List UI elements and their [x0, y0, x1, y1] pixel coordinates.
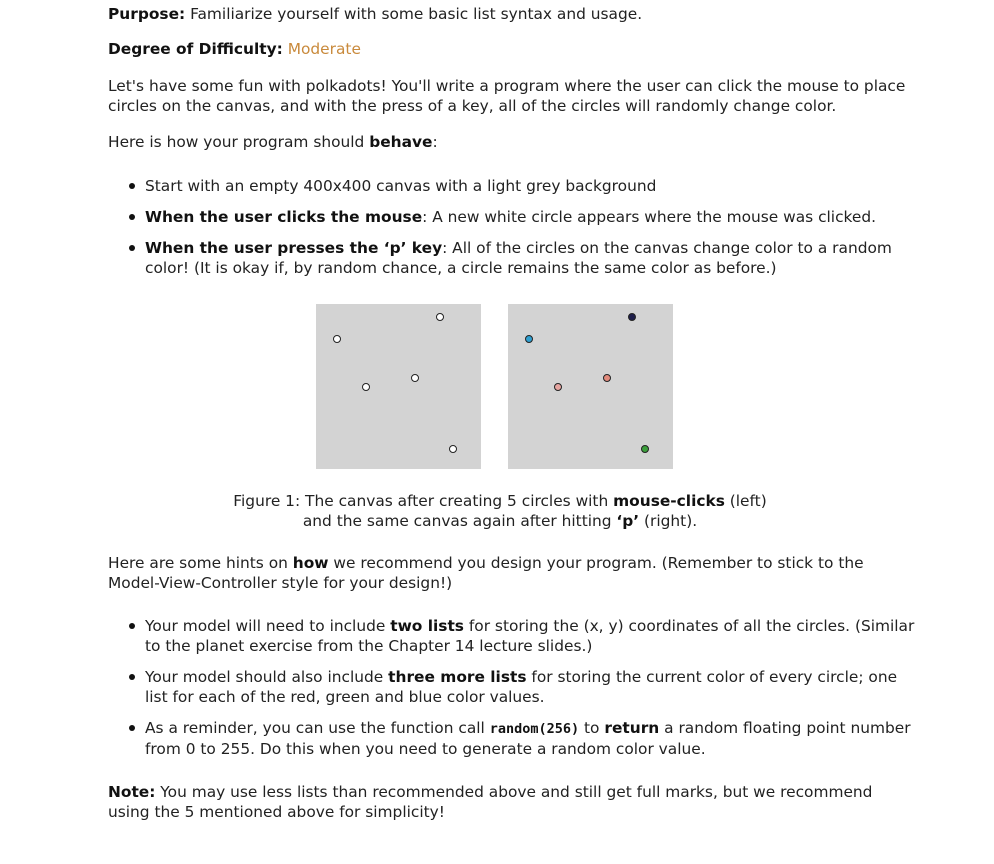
behave-heading [108, 132, 918, 152]
hint-list [145, 616, 920, 759]
hint-text: for storing the current color of every circle; one list for each of the red, green and blue color values. [145, 668, 898, 706]
behave-pre: Here is how your program should [108, 133, 370, 151]
purpose-line [108, 4, 918, 24]
list-item [145, 667, 920, 707]
polkadot-circle [628, 313, 636, 321]
note-label: Note: [108, 783, 156, 801]
difficulty-value: Moderate [287, 40, 361, 58]
caption-text: (right). [639, 512, 698, 530]
figure-caption-line1 [200, 491, 800, 511]
caption-text: and the same canvas again after hitting [302, 512, 617, 530]
left-canvas [316, 304, 481, 469]
hint-text: Your model should also include [145, 668, 389, 686]
list-item [145, 616, 920, 656]
hints-post: we recommend you design your program. (Remember to stick to the Model-View-Controller style for your design!) [108, 554, 864, 592]
polkadot-circle [554, 383, 562, 391]
hint-text: to [579, 719, 605, 737]
difficulty-line [108, 39, 918, 59]
hint-bold: two lists [390, 617, 464, 635]
caption-bold: mouse-clicks [613, 492, 725, 510]
hint-text: for storing the (x, y) coordinates of all the circles. (Similar to the planet exercise from the Chapter 14 lecture slides.) [145, 617, 915, 655]
difficulty-label: Degree of Difficulty: [108, 40, 283, 58]
behave-post: : [432, 133, 438, 151]
figure-caption-line2 [200, 511, 800, 531]
list-item [145, 207, 920, 227]
polkadot-circle [603, 374, 611, 382]
behave-bold: behave [369, 133, 433, 151]
behavior-text: : A new white circle appears where the mouse was clicked. [422, 208, 877, 226]
polkadot-circle [436, 313, 444, 321]
hint-text: As a reminder, you can use the function call [145, 719, 490, 737]
intro-paragraph: Let's have some fun with polkadots! You'll write a program where the user can click the mouse to place circles on the canvas, and with the press of a key, all of the circles will randomly change color. [108, 77, 906, 115]
purpose-label: Purpose: [108, 5, 186, 23]
hints-pre: Here are some hints on [108, 554, 293, 572]
behavior-list [145, 176, 920, 278]
note-text: You may use less lists than recommended above and still get full marks, but we recommend using the 5 mentioned above for simplicity! [108, 783, 873, 821]
list-item [145, 238, 920, 278]
behavior-text: Start with an empty 400x400 canvas with a light grey background [145, 177, 657, 195]
polkadot-circle [362, 383, 370, 391]
caption-text: Figure 1: The canvas after creating 5 circles with [233, 492, 614, 510]
caption-text: (left) [724, 492, 767, 510]
behavior-bold: When the user presses the ‘p’ key [145, 239, 443, 257]
polkadot-circle [641, 445, 649, 453]
polkadot-circle [525, 335, 533, 343]
code-snippet: random(256) [489, 721, 580, 737]
behavior-bold: When the user clicks the mouse [145, 208, 423, 226]
polkadot-circle [449, 445, 457, 453]
hints-bold: how [292, 554, 329, 572]
behavior-text: : All of the circles on the canvas change color to a random color! (It is okay if, by random chance, a circle remains the same color as before.) [145, 239, 892, 277]
hint-bold: return [604, 719, 660, 737]
list-item [145, 176, 920, 196]
hint-text: Your model will need to include [145, 617, 391, 635]
hints-paragraph [108, 553, 918, 593]
list-item [145, 718, 920, 759]
caption-bold: ‘p’ [616, 512, 640, 530]
right-canvas [508, 304, 673, 469]
polkadot-circle [411, 374, 419, 382]
hint-bold: three more lists [388, 668, 527, 686]
polkadot-circle [333, 335, 341, 343]
hint-text: a random floating point number from 0 to 255. Do this when you need to generate a random color value. [145, 719, 911, 758]
note-paragraph [108, 782, 918, 822]
purpose-text: Familiarize yourself with some basic list syntax and usage. [185, 5, 643, 23]
